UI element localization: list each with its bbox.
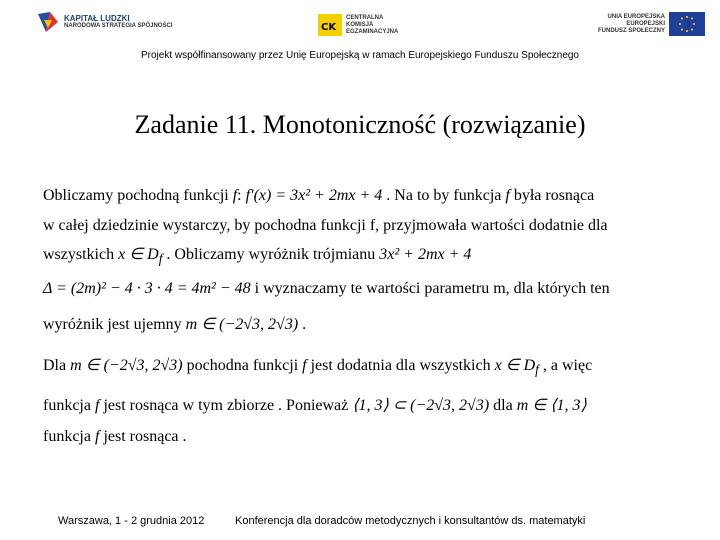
- text-line-6: Dla m ∈ (−2√3, 2√3) pochodna funkcji f jest dodatnia dla wszystkich x ∈ $D_f$ , a więc: [43, 357, 593, 378]
- function-symbol: f: [232, 187, 238, 204]
- svg-text:CK: CK: [321, 22, 337, 33]
- subset-formula: ⟨1, 3⟩ ⊂ (−2√3, 2√3): [352, 397, 490, 414]
- derivative-formula: f′(x) = 3x² + 2mx + 4: [245, 187, 383, 204]
- domain-formula: x ∈ D: [118, 246, 159, 263]
- page-title: Zadanie 11. Monotoniczność (rozwiązanie): [134, 110, 586, 139]
- trinomial-formula: 3x² + 2mx + 4: [379, 246, 472, 263]
- logo-center-line3: EGZAMINACYJNA: [346, 28, 399, 35]
- eu-flag-icon: [669, 12, 705, 36]
- text-line-4: Δ = (2m)² − 4 · 3 · 4 = 4m² − 48 i wyznaczamy te wartości parametru m, dla których ten: [43, 280, 610, 297]
- text-line-2: w całej dziedzinie wystarczy, by pochodna funkcji f, przyjmowała wartości dodatnie dla: [43, 217, 608, 234]
- cke-emblem-icon: [318, 14, 342, 36]
- text-line-3: wszystkich x ∈ $D_f$ . Obliczamy wyróżnik trójmianu 3x² + 2mx + 4: [43, 246, 472, 267]
- text-line-7: funkcja f jest rosnąca w tym zbiorze . Ponieważ ⟨1, 3⟩ ⊂ (−2√3, 2√3) dla m ∈ ⟨1, 3⟩: [43, 397, 587, 414]
- eu-logo: [594, 12, 705, 36]
- discriminant-formula: Δ = (2m)² − 4 · 3 · 4 = 4m² − 48: [43, 280, 251, 297]
- logo-left-title: KAPITAŁ LUDZKI: [64, 14, 130, 23]
- text-line-5: wyróżnik jest ujemny m ∈ (−2√3, 2√3) .: [43, 316, 307, 333]
- logo-center-line1: CENTRALNA: [346, 14, 384, 21]
- kapital-ludzki-emblem-icon: [36, 10, 60, 34]
- logo-right-line2: EUROPEJSKI: [626, 20, 666, 27]
- footer-location-date: Warszawa, 1 - 2 grudnia 2012: [58, 515, 205, 527]
- project-line: Projekt współfinansowany przez Unię Europejską w ramach Europejskiego Funduszu Społecznego: [140, 50, 579, 61]
- logo-right-line1: UNIA EUROPEJSKA: [607, 13, 666, 20]
- logo-right-line3: FUNDUSZ SPOŁECZNY: [598, 27, 666, 34]
- text-line-8: funkcja f jest rosnąca .: [43, 428, 187, 445]
- kapital-ludzki-logo: [36, 10, 172, 34]
- logo-left-subtitle: NARODOWA STRATEGIA SPÓJNOŚCI: [64, 23, 173, 29]
- footer-conference: Konferencja dla doradców metodycznych i konsultantów ds. matematyki: [235, 515, 586, 527]
- interval-formula: m ∈ (−2√3, 2√3): [185, 316, 299, 333]
- logo-center-line2: KOMISJA: [346, 21, 374, 28]
- text-line-1: Obliczamy pochodną funkcji f: f′(x) = 3x² + 2mx + 4 . Na to by funkcja f była rosnąca: [43, 187, 595, 204]
- cke-logo: [318, 14, 398, 36]
